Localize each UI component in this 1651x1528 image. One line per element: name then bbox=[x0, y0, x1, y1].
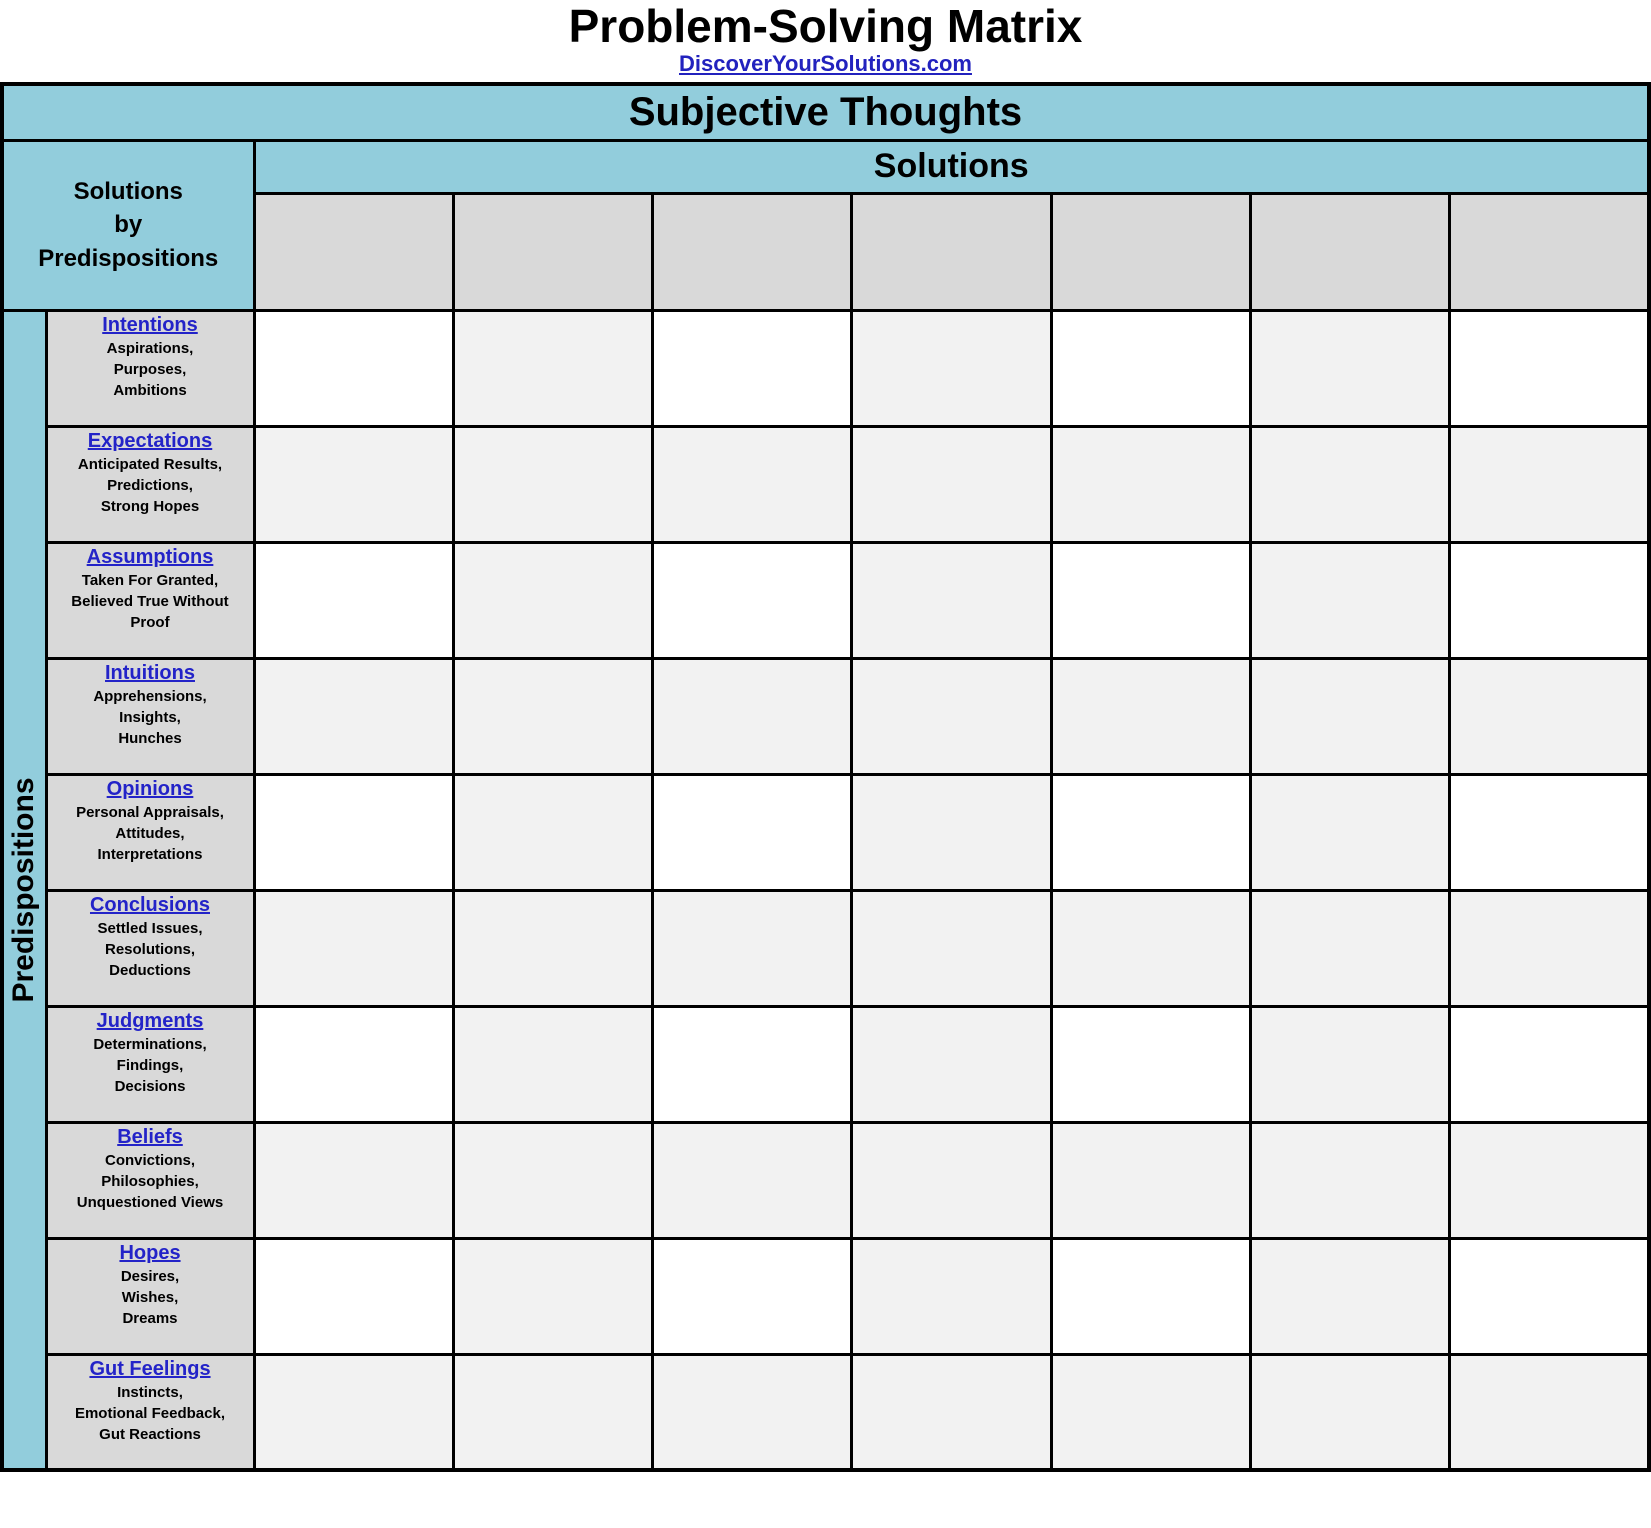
column-header-cell bbox=[1250, 193, 1449, 310]
corner-header-line: Predispositions bbox=[38, 244, 219, 272]
matrix-cell bbox=[1051, 310, 1250, 426]
matrix-cell bbox=[453, 542, 652, 658]
matrix-cell bbox=[1450, 1354, 1649, 1470]
beliefs-link[interactable]: Beliefs bbox=[117, 1125, 183, 1148]
row-header-gut-feelings bbox=[46, 1354, 254, 1470]
matrix-cell bbox=[852, 426, 1051, 542]
matrix-cell bbox=[1450, 1238, 1649, 1354]
column-header-cell bbox=[852, 193, 1051, 310]
judgments-link[interactable]: Judgments bbox=[96, 1009, 204, 1032]
matrix-cell bbox=[254, 426, 453, 542]
row-subtitle-line: Instincts, bbox=[117, 1383, 183, 1401]
table-row-conclusions bbox=[2, 890, 1649, 1006]
matrix-cell bbox=[1250, 310, 1449, 426]
matrix-cell bbox=[453, 1354, 652, 1470]
subjective-thoughts-row bbox=[2, 84, 1649, 140]
matrix-cell bbox=[1450, 1006, 1649, 1122]
matrix-cell bbox=[653, 774, 852, 890]
matrix-cell bbox=[1051, 890, 1250, 1006]
matrix-cell bbox=[1450, 774, 1649, 890]
matrix-cell bbox=[852, 1122, 1051, 1238]
row-subtitle-line: Desires, bbox=[120, 1267, 180, 1285]
row-header-conclusions bbox=[46, 890, 254, 1006]
matrix-cell bbox=[1051, 542, 1250, 658]
matrix-cell bbox=[1450, 310, 1649, 426]
matrix-cell bbox=[1250, 542, 1449, 658]
matrix-cell bbox=[1250, 426, 1449, 542]
row-subtitle-line: Resolutions, bbox=[104, 940, 195, 958]
matrix-cell bbox=[1450, 890, 1649, 1006]
matrix-cell bbox=[852, 658, 1051, 774]
matrix-cell bbox=[653, 1006, 852, 1122]
row-subtitle-line: Dreams bbox=[122, 1310, 178, 1328]
opinions-link[interactable]: Opinions bbox=[106, 777, 194, 800]
matrix-cell bbox=[453, 1238, 652, 1354]
matrix-cell bbox=[453, 426, 652, 542]
row-subtitle-line: Unquestioned Views bbox=[76, 1194, 224, 1212]
row-subtitle-line: Aspirations, bbox=[106, 339, 194, 357]
column-header-cell bbox=[1051, 193, 1250, 310]
table-row-intuitions bbox=[2, 658, 1649, 774]
matrix-cell bbox=[852, 1238, 1051, 1354]
matrix-cell bbox=[453, 1122, 652, 1238]
row-subtitle-line: Determinations, bbox=[93, 1035, 207, 1053]
table-row-hopes bbox=[2, 1238, 1649, 1354]
table-row-gut-feelings bbox=[2, 1354, 1649, 1470]
assumptions-link[interactable]: Assumptions bbox=[86, 545, 214, 568]
matrix-cell bbox=[1051, 774, 1250, 890]
column-header-cell bbox=[453, 193, 652, 310]
table-row-opinions bbox=[2, 774, 1649, 890]
row-header-assumptions bbox=[46, 542, 254, 658]
matrix-cell bbox=[453, 774, 652, 890]
intentions-link[interactable]: Intentions bbox=[102, 313, 198, 336]
page-title: Problem-Solving Matrix bbox=[568, 0, 1083, 52]
hopes-link[interactable]: Hopes bbox=[119, 1241, 181, 1264]
row-subtitle-line: Settled Issues, bbox=[97, 919, 203, 937]
matrix-cell bbox=[453, 658, 652, 774]
row-subtitle-line: Proof bbox=[130, 614, 170, 632]
predispositions-axis bbox=[2, 310, 46, 1470]
matrix-cell bbox=[1051, 1238, 1250, 1354]
row-subtitle-line: Wishes, bbox=[121, 1288, 179, 1306]
row-subtitle-line: Gut Reactions bbox=[99, 1426, 201, 1444]
matrix-cell bbox=[653, 1354, 852, 1470]
predispositions-axis-label: Predispositions bbox=[7, 777, 41, 1003]
matrix-cell bbox=[1450, 542, 1649, 658]
matrix-cell bbox=[653, 310, 852, 426]
row-subtitle-line: Attitudes, bbox=[115, 824, 185, 842]
matrix-cell bbox=[254, 890, 453, 1006]
matrix-cell bbox=[453, 310, 652, 426]
table-row-beliefs bbox=[2, 1122, 1649, 1238]
matrix-cell bbox=[1250, 1354, 1449, 1470]
matrix-cell bbox=[1450, 426, 1649, 542]
row-subtitle-line: Deductions bbox=[109, 962, 191, 980]
column-header-cell bbox=[653, 193, 852, 310]
matrix-cell bbox=[653, 658, 852, 774]
matrix-cell bbox=[852, 774, 1051, 890]
row-subtitle-line: Apprehensions, bbox=[93, 687, 207, 705]
subjective-thoughts-header: Subjective Thoughts bbox=[2, 84, 1649, 140]
matrix-cell bbox=[852, 1354, 1051, 1470]
row-subtitle-line: Anticipated Results, bbox=[77, 455, 223, 473]
matrix-cell bbox=[1051, 1122, 1250, 1238]
row-header-judgments bbox=[46, 1006, 254, 1122]
table-row-intentions bbox=[2, 310, 1649, 426]
matrix-cell bbox=[653, 426, 852, 542]
matrix-cell bbox=[453, 890, 652, 1006]
row-subtitle-line: Believed True Without bbox=[71, 592, 229, 610]
expectations-link[interactable]: Expectations bbox=[87, 429, 213, 452]
row-subtitle-line: Interpretations bbox=[97, 846, 203, 864]
matrix-cell bbox=[1450, 1122, 1649, 1238]
matrix-cell bbox=[653, 890, 852, 1006]
solutions-header: Solutions bbox=[254, 140, 1649, 193]
matrix-cell bbox=[852, 1006, 1051, 1122]
row-subtitle-line: Ambitions bbox=[113, 382, 187, 400]
matrix-cell bbox=[1051, 1006, 1250, 1122]
row-subtitle-line: Decisions bbox=[114, 1078, 186, 1096]
matrix-cell bbox=[1250, 1238, 1449, 1354]
row-subtitle-line: Purposes, bbox=[113, 360, 187, 378]
matrix-cell bbox=[254, 542, 453, 658]
row-header-expectations bbox=[46, 426, 254, 542]
row-subtitle-line: Hunches bbox=[118, 730, 182, 748]
matrix-cell bbox=[852, 542, 1051, 658]
intuitions-link[interactable]: Intuitions bbox=[105, 661, 195, 684]
row-subtitle-line: Insights, bbox=[119, 708, 181, 726]
problem-solving-matrix-table bbox=[0, 82, 1651, 1472]
matrix-cell bbox=[852, 310, 1051, 426]
row-subtitle-line: Predictions, bbox=[107, 476, 193, 494]
matrix-cell bbox=[1250, 1006, 1449, 1122]
matrix-cell bbox=[1250, 774, 1449, 890]
row-header-opinions bbox=[46, 774, 254, 890]
corner-header bbox=[2, 140, 254, 310]
matrix-cell bbox=[852, 890, 1051, 1006]
matrix-cell bbox=[254, 1354, 453, 1470]
row-subtitle-line: Philosophies, bbox=[101, 1172, 199, 1190]
matrix-cell bbox=[653, 1238, 852, 1354]
matrix-cell bbox=[1250, 1122, 1449, 1238]
row-header-beliefs bbox=[46, 1122, 254, 1238]
gut-feelings-link[interactable]: Gut Feelings bbox=[89, 1357, 211, 1380]
masthead bbox=[0, 0, 1651, 82]
column-header-cell bbox=[1450, 193, 1649, 310]
matrix-cell bbox=[1250, 658, 1449, 774]
matrix-cell bbox=[254, 1122, 453, 1238]
table-row-assumptions bbox=[2, 542, 1649, 658]
row-header-intuitions bbox=[46, 658, 254, 774]
site-link[interactable]: DiscoverYourSolutions.com bbox=[679, 51, 972, 77]
table-row-expectations bbox=[2, 426, 1649, 542]
row-subtitle-line: Strong Hopes bbox=[100, 498, 200, 516]
row-subtitle-line: Findings, bbox=[116, 1056, 184, 1074]
solutions-header-row bbox=[2, 140, 1649, 193]
row-header-hopes bbox=[46, 1238, 254, 1354]
column-header-cell bbox=[254, 193, 453, 310]
conclusions-link[interactable]: Conclusions bbox=[89, 893, 210, 916]
matrix-cell bbox=[1051, 426, 1250, 542]
row-subtitle-line: Convictions, bbox=[104, 1151, 195, 1169]
matrix-cell bbox=[1051, 1354, 1250, 1470]
matrix-cell bbox=[1051, 658, 1250, 774]
matrix-cell bbox=[254, 658, 453, 774]
row-subtitle-line: Taken For Granted, bbox=[81, 571, 219, 589]
matrix-cell bbox=[1250, 890, 1449, 1006]
matrix-cell bbox=[254, 1238, 453, 1354]
corner-header-line: by bbox=[114, 211, 143, 239]
matrix-cell bbox=[653, 542, 852, 658]
matrix-cell bbox=[1450, 658, 1649, 774]
table-row-judgments bbox=[2, 1006, 1649, 1122]
matrix-cell bbox=[653, 1122, 852, 1238]
matrix-cell bbox=[254, 774, 453, 890]
row-subtitle-line: Emotional Feedback, bbox=[74, 1404, 226, 1422]
matrix-cell bbox=[254, 1006, 453, 1122]
row-header-intentions bbox=[46, 310, 254, 426]
matrix-cell bbox=[254, 310, 453, 426]
matrix-cell bbox=[453, 1006, 652, 1122]
corner-header-line: Solutions bbox=[73, 178, 183, 206]
row-subtitle-line: Personal Appraisals, bbox=[76, 803, 224, 821]
